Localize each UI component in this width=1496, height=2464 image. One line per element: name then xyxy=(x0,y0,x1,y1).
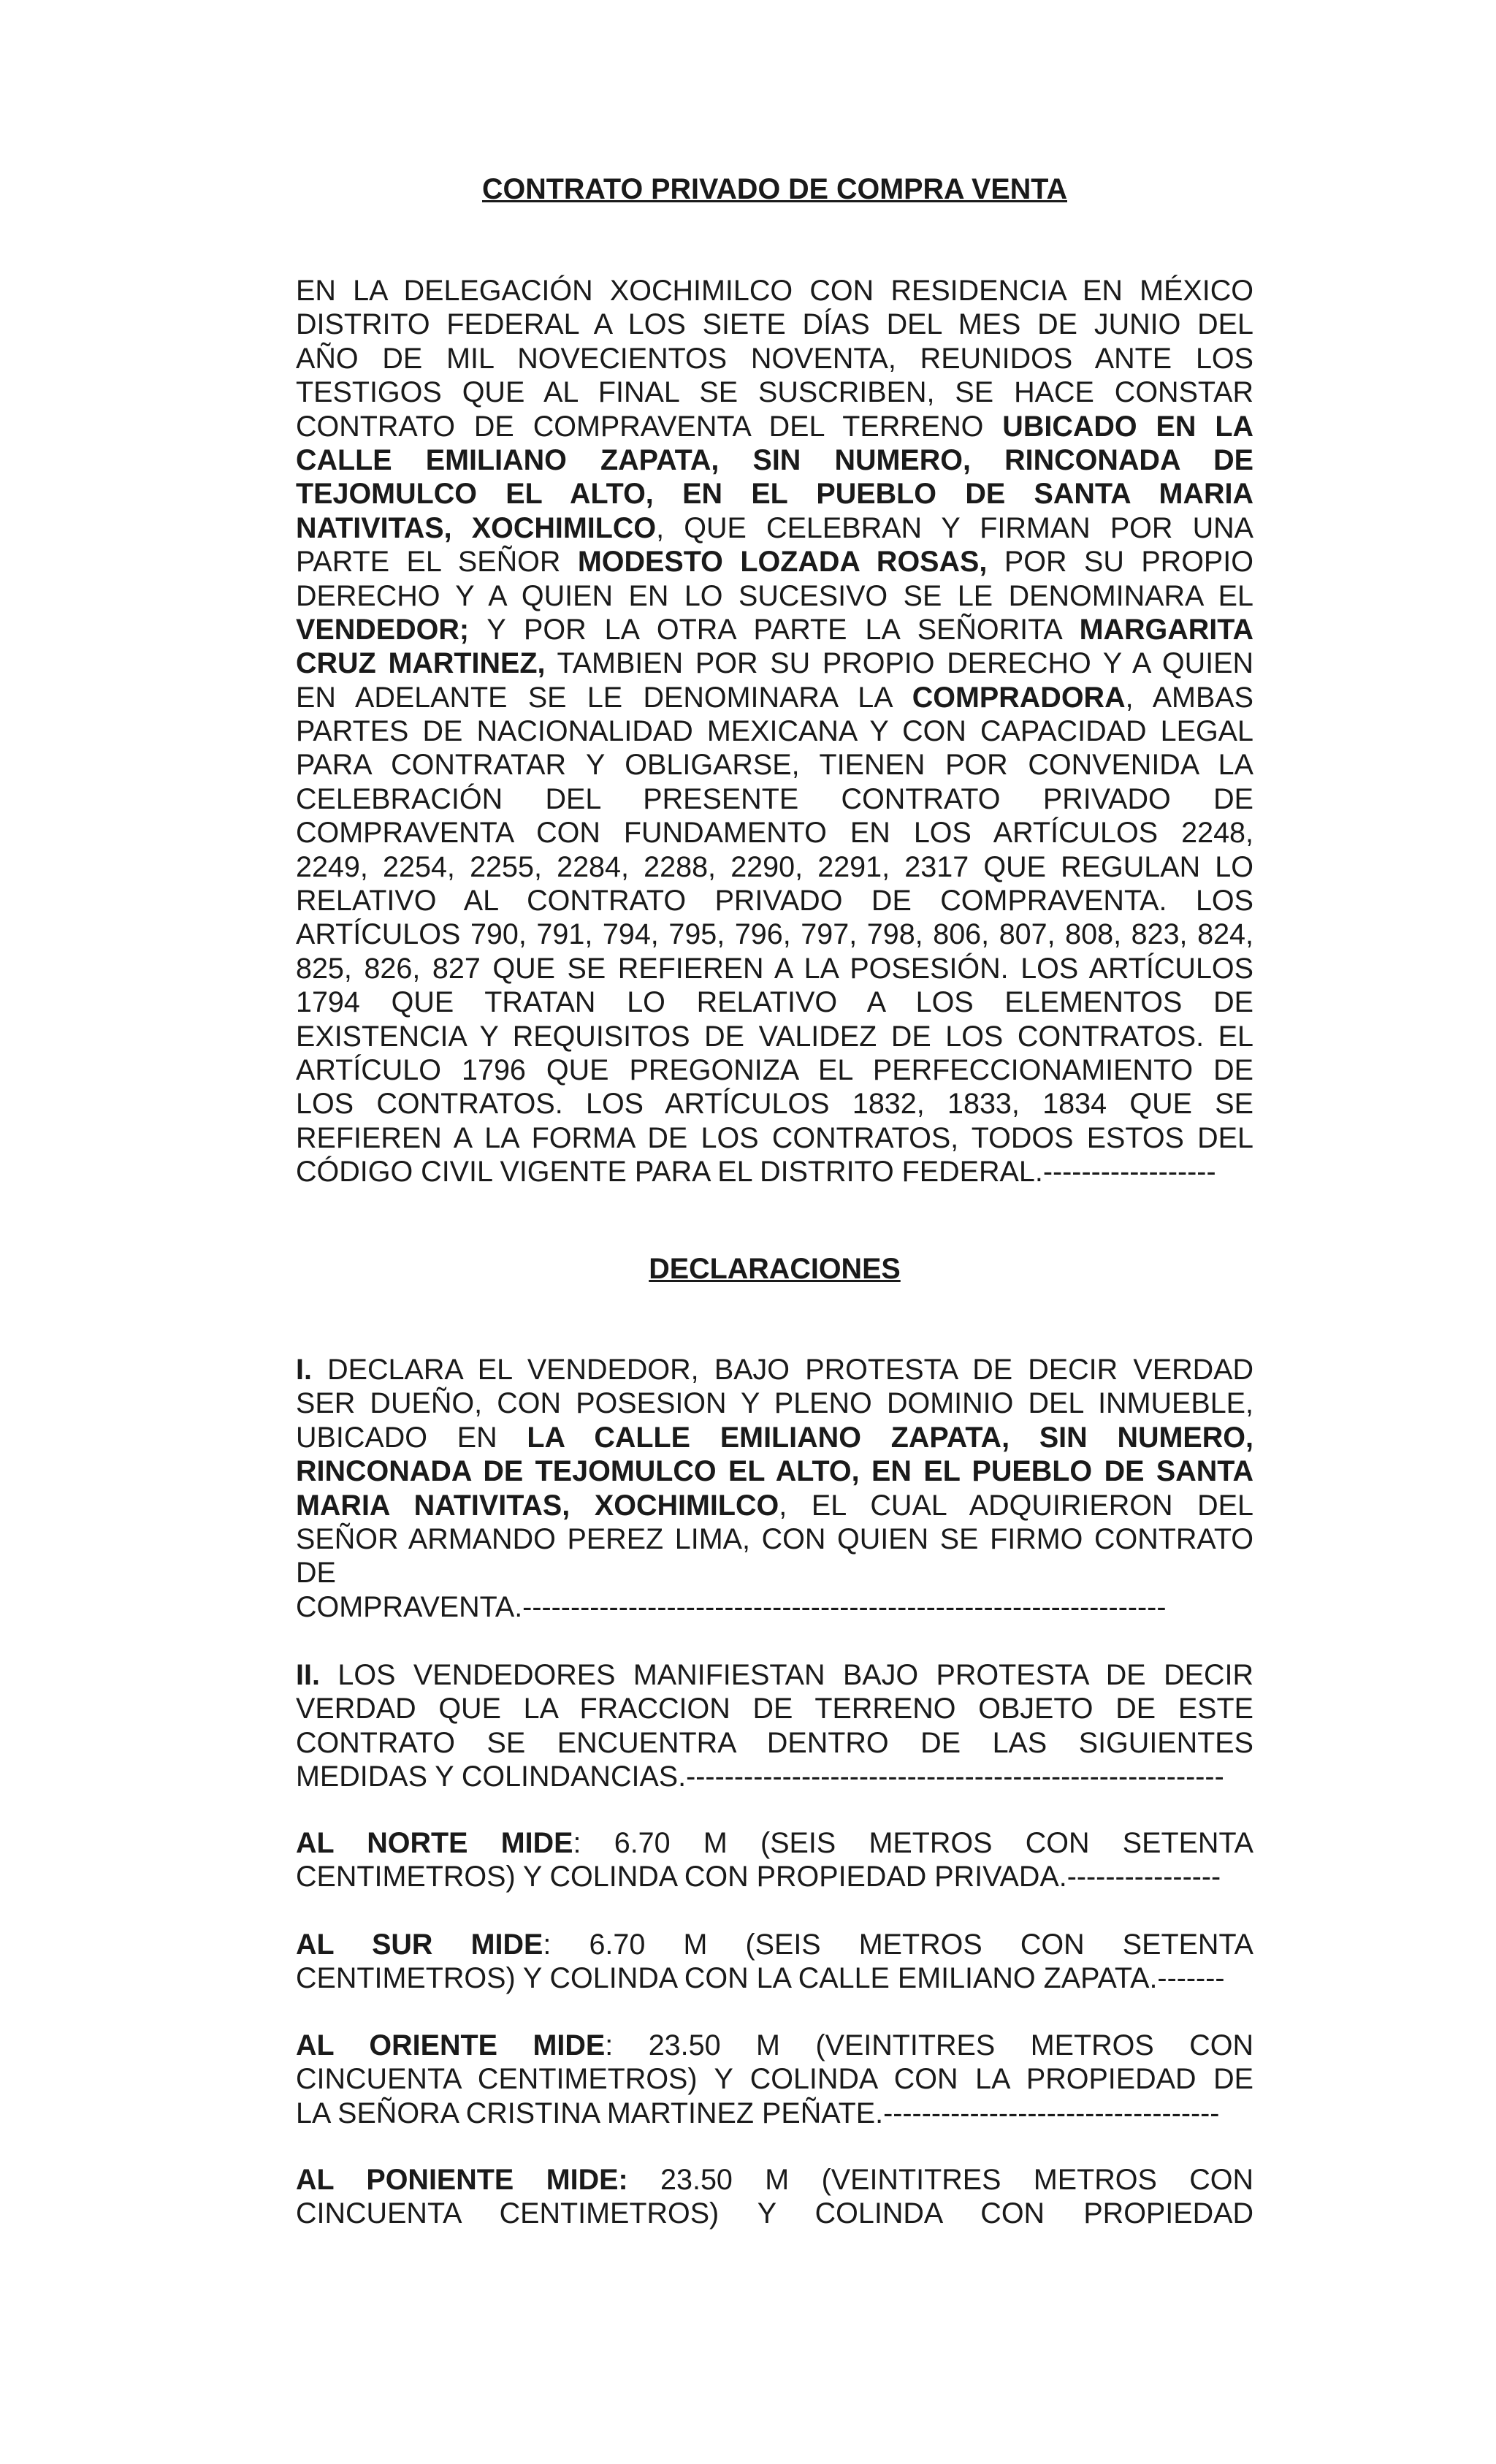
text-line xyxy=(296,681,1253,714)
text-line xyxy=(296,1961,1253,1995)
text-line xyxy=(296,1692,1253,1725)
text-run: DECLARA EL VENDEDOR, BAJO PROTESTA DE DECIR VERDAD xyxy=(311,1354,1253,1386)
text-line xyxy=(296,1760,1253,1793)
bold-text-run: MODESTO LOZADA ROSAS, xyxy=(577,546,988,579)
bold-text-run: CRUZ MARTINEZ, xyxy=(296,647,546,680)
text-line xyxy=(296,1155,1253,1189)
text-run: CELEBRACIÓN DEL PRESENTE CONTRATO PRIVADO DE xyxy=(296,782,1253,815)
bold-text-run: II. xyxy=(296,1659,320,1691)
text-line xyxy=(296,884,1253,918)
bold-text-run: CALLE EMILIANO ZAPATA, SIN NUMERO, RINCONADA DE xyxy=(296,443,1253,476)
text-run: REFIEREN A LA FORMA DE LOS CONTRATOS, TODOS ESTOS DEL xyxy=(296,1121,1253,1154)
boundary-north-paragraph xyxy=(296,1826,1253,1894)
text-line xyxy=(296,2097,1253,2130)
text-run: EN ADELANTE SE LE DENOMINARA LA xyxy=(296,681,912,714)
bold-text-run: MARIA NATIVITAS, XOCHIMILCO xyxy=(296,1489,779,1522)
text-run: POR SU PROPIO xyxy=(987,546,1253,579)
bold-text-run: AL NORTE MIDE xyxy=(296,1827,573,1859)
text-run: , EL CUAL ADQUIRIERON DEL xyxy=(779,1489,1253,1522)
text-line xyxy=(296,816,1253,850)
text-run: ARTÍCULOS 790, 791, 794, 795, 796, 797, 798, 806, 807, 808, 823, 824, xyxy=(296,918,1253,951)
text-run: CÓDIGO CIVIL VIGENTE PARA EL DISTRITO FEDERAL.------------------ xyxy=(296,1156,1216,1189)
text-line xyxy=(296,850,1253,884)
text-line xyxy=(296,308,1253,341)
text-run: CONTRATO SE ENCUENTRA DENTRO DE LAS SIGUIENTES xyxy=(296,1726,1253,1759)
text-line xyxy=(296,613,1253,646)
bold-text-run: RINCONADA DE TEJOMULCO EL ALTO, EN EL PUEBLO DE SANTA xyxy=(296,1455,1253,1488)
text-line xyxy=(296,782,1253,816)
bold-text-run: I. xyxy=(296,1354,312,1386)
bold-text-run: LA CALLE EMILIANO ZAPATA, SIN NUMERO, xyxy=(527,1421,1253,1454)
text-line xyxy=(296,1121,1253,1155)
text-line xyxy=(296,443,1253,477)
text-run: 23.50 M (VEINTITRES METROS CON xyxy=(627,2164,1253,2196)
text-run: LOS CONTRATOS. LOS ARTÍCULOS 1832, 1833, 1834 QUE SE xyxy=(296,1088,1253,1121)
text-run: UBICADO EN xyxy=(296,1421,527,1454)
text-run: TESTIGOS QUE AL FINAL SE SUSCRIBEN, SE HACE CONSTAR xyxy=(296,376,1253,409)
text-line xyxy=(296,1726,1253,1760)
text-line xyxy=(296,545,1253,579)
text-run: MEDIDAS Y COLINDANCIAS.-------------------------------------------------------- xyxy=(296,1761,1224,1793)
text-run: CONTRATO DE COMPRAVENTA DEL TERRENO xyxy=(296,410,1003,443)
text-line xyxy=(296,2197,1253,2230)
text-run: PARTE EL SEÑOR xyxy=(296,546,578,579)
text-line xyxy=(296,2029,1253,2062)
text-run: ARTÍCULO 1796 QUE PREGONIZA EL PERFECCIONAMIENTO DE xyxy=(296,1053,1253,1086)
text-line xyxy=(296,1860,1253,1893)
bold-text-run: AL PONIENTE MIDE: xyxy=(296,2164,628,2196)
text-run: , QUE CELEBRAN Y FIRMAN POR UNA xyxy=(656,511,1253,544)
text-line xyxy=(296,511,1253,545)
text-run: LA SEÑORA CRISTINA MARTINEZ PEÑATE.----------------------------------- xyxy=(296,2097,1220,2129)
text-line xyxy=(296,375,1253,409)
text-run: EXISTENCIA Y REQUISITOS DE VALIDEZ DE LOS CONTRATOS. EL xyxy=(296,1020,1253,1053)
text-line xyxy=(296,646,1253,680)
text-line xyxy=(296,1928,1253,1961)
declarations-heading: DECLARACIONES xyxy=(649,1253,901,1285)
text-line xyxy=(296,1353,1253,1387)
text-run: RELATIVO AL CONTRATO PRIVADO DE COMPRAVENTA. LOS xyxy=(296,885,1253,918)
text-line xyxy=(296,2062,1253,2096)
boundary-south-paragraph xyxy=(296,1928,1253,1996)
text-line xyxy=(296,1522,1253,1556)
text-run: : 6.70 M (SEIS METROS CON SETENTA xyxy=(573,1827,1253,1859)
text-line xyxy=(296,748,1253,782)
declaration-2-paragraph xyxy=(296,1658,1253,1794)
text-line xyxy=(296,410,1253,443)
text-run: 1794 QUE TRATAN LO RELATIVO A LOS ELEMENTOS DE xyxy=(296,986,1253,1019)
text-run: DERECHO Y A QUIEN EN LO SUCESIVO SE LE DENOMINARA EL xyxy=(296,579,1253,612)
text-line xyxy=(296,1020,1253,1053)
text-run: : 6.70 M (SEIS METROS CON SETENTA xyxy=(543,1929,1253,1961)
text-run: CENTIMETROS) Y COLINDA CON LA CALLE EMILIANO ZAPATA.------- xyxy=(296,1962,1225,1995)
text-line xyxy=(296,1556,1253,1590)
text-line xyxy=(296,1658,1253,1692)
text-run: CINCUENTA CENTIMETROS) Y COLINDA CON LA PROPIEDAD DE xyxy=(296,2063,1253,2096)
text-line xyxy=(296,985,1253,1019)
text-run: COMPRAVENTA CON FUNDAMENTO EN LOS ARTÍCULOS 2248, xyxy=(296,817,1253,850)
text-run: TAMBIEN POR SU PROPIO DERECHO Y A QUIEN xyxy=(545,647,1253,680)
text-line xyxy=(296,1454,1253,1488)
text-line xyxy=(296,1489,1253,1522)
text-line xyxy=(296,477,1253,511)
text-run: PARTES DE NACIONALIDAD MEXICANA Y CON CAPACIDAD LEGAL xyxy=(296,715,1253,748)
text-run: 825, 826, 827 QUE SE REFIEREN A LA POSESIÓN. LOS ARTÍCULOS xyxy=(296,952,1253,985)
text-line xyxy=(296,579,1253,613)
text-run: SEÑOR ARMANDO PEREZ LIMA, CON QUIEN SE FIRMO CONTRATO xyxy=(296,1522,1253,1555)
text-line xyxy=(296,1087,1253,1121)
bold-text-run: AL SUR MIDE xyxy=(296,1929,543,1961)
text-run: DE xyxy=(296,1557,336,1590)
text-line xyxy=(296,2163,1253,2197)
text-line xyxy=(296,274,1253,308)
bold-text-run: UBICADO EN LA xyxy=(1002,410,1253,443)
text-line xyxy=(296,1826,1253,1860)
text-run: EN LA DELEGACIÓN XOCHIMILCO CON RESIDENCIA EN MÉXICO xyxy=(296,275,1253,307)
text-run: CENTIMETROS) Y COLINDA CON PROPIEDAD PRIVADA.---------------- xyxy=(296,1861,1221,1893)
text-line xyxy=(296,1421,1253,1454)
text-line xyxy=(296,1590,1253,1624)
text-run: DISTRITO FEDERAL A LOS SIETE DÍAS DEL MES DE JUNIO DEL xyxy=(296,308,1253,341)
text-line xyxy=(296,918,1253,951)
intro-paragraph xyxy=(296,274,1253,1189)
text-run: AÑO DE MIL NOVECIENTOS NOVENTA, REUNIDOS ANTE LOS xyxy=(296,342,1253,375)
text-line xyxy=(296,1053,1253,1087)
text-run: 2249, 2254, 2255, 2284, 2288, 2290, 2291, 2317 QUE REGULAN LO xyxy=(296,850,1253,883)
bold-text-run: COMPRADORA xyxy=(912,681,1126,714)
text-line xyxy=(296,342,1253,375)
text-line xyxy=(296,1387,1253,1420)
bold-text-run: MARGARITA xyxy=(1079,613,1253,646)
boundary-west-paragraph xyxy=(296,2163,1253,2231)
text-run: , AMBAS xyxy=(1125,681,1253,714)
declaration-1-paragraph xyxy=(296,1353,1253,1624)
bold-text-run: AL ORIENTE MIDE xyxy=(296,2029,606,2061)
bold-text-run: VENDEDOR; xyxy=(296,613,470,646)
text-run: SER DUEÑO, CON POSESION Y PLENO DOMINIO DEL INMUEBLE, xyxy=(296,1387,1253,1420)
text-run: Y POR LA OTRA PARTE LA SEÑORITA xyxy=(469,613,1080,646)
boundary-east-paragraph xyxy=(296,2029,1253,2130)
text-run: LOS VENDEDORES MANIFIESTAN BAJO PROTESTA DE DECIR xyxy=(319,1659,1253,1691)
text-run: VERDAD QUE LA FRACCION DE TERRENO OBJETO DE ESTE xyxy=(296,1693,1253,1725)
text-run: PARA CONTRATAR Y OBLIGARSE, TIENEN POR CONVENIDA LA xyxy=(296,749,1253,782)
text-line xyxy=(296,714,1253,748)
text-line xyxy=(296,952,1253,985)
bold-text-run: NATIVITAS, XOCHIMILCO xyxy=(296,511,657,544)
text-run: COMPRAVENTA.------------------------------------------------------------------- xyxy=(296,1590,1167,1623)
contract-title: CONTRATO PRIVADO DE COMPRA VENTA xyxy=(482,173,1067,205)
text-run: : 23.50 M (VEINTITRES METROS CON xyxy=(605,2029,1253,2061)
bold-text-run: TEJOMULCO EL ALTO, EN EL PUEBLO DE SANTA MARIA xyxy=(296,478,1253,511)
text-run: CINCUENTA CENTIMETROS) Y COLINDA CON PROPIEDAD xyxy=(296,2197,1253,2230)
